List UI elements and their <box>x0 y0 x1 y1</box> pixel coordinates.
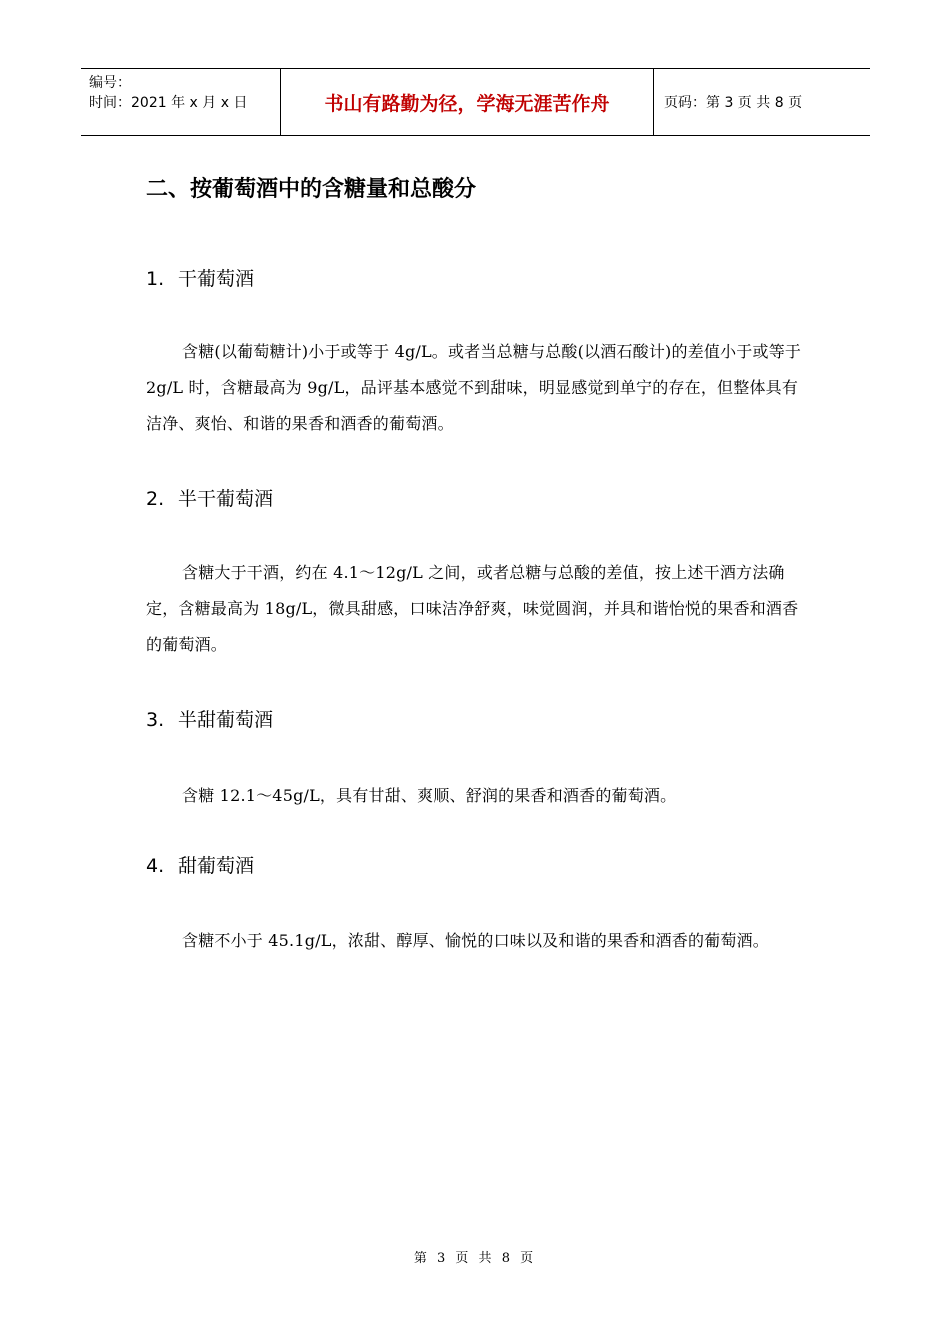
header-meta <box>81 69 281 135</box>
page-footer: 第 3 页 共 8 页 <box>413 1251 537 1266</box>
item-title: 甜葡萄酒 <box>178 855 255 877</box>
page-header <box>81 68 870 136</box>
item-title: 干葡萄酒 <box>178 268 255 290</box>
item-number: 2. <box>146 488 165 510</box>
item-number: 4. <box>146 855 165 877</box>
item-heading <box>146 484 273 511</box>
item-heading <box>146 705 273 732</box>
item-title: 半干葡萄酒 <box>178 488 274 510</box>
item-paragraph: 含糖不小于 45.1g/L，浓甜、醇厚、愉悦的口味以及和谐的果香和酒香的葡萄酒。 <box>182 931 769 950</box>
item-paragraph: 含糖(以葡萄糖计)小于或等于 4g/L。或者当总糖与总酸(以酒石酸计)的差值小于或等于 2g/L 时，含糖最高为 9g/L，品评基本感觉不到甜味，明显感觉到单宁的存在，但整体具有洁净、爽怡、和谐的果香和酒香的葡萄酒。 <box>146 342 802 433</box>
item-paragraph: 含糖 12.1～45g/L，具有甘甜、爽顺、舒润的果香和酒香的葡萄酒。 <box>182 786 677 805</box>
item-number: 3. <box>146 709 165 731</box>
item-heading <box>146 851 254 878</box>
item-paragraph: 含糖大于干酒，约在 4.1～12g/L 之间，或者总糖与总酸的差值，按上述干酒方法确定，含糖最高为 18g/L，微具甜感，口味洁净舒爽，味觉圆润，并具和谐怡悦的果香和酒香的葡萄酒。 <box>146 563 799 654</box>
header-motto: 书山有路勤为径，学海无涯苦作舟 <box>281 69 654 135</box>
item-title: 半甜葡萄酒 <box>178 709 274 731</box>
item-number: 1. <box>146 268 165 290</box>
date-label: 时间：2021 年 x 月 x 日 <box>89 95 248 111</box>
header-page-info: 页码：第 3 页 共 8 页 <box>664 95 803 111</box>
serial-label: 编号： <box>89 75 131 91</box>
item-heading <box>146 264 254 291</box>
section-title: 二、按葡萄酒中的含糖量和总酸分 <box>146 177 477 202</box>
